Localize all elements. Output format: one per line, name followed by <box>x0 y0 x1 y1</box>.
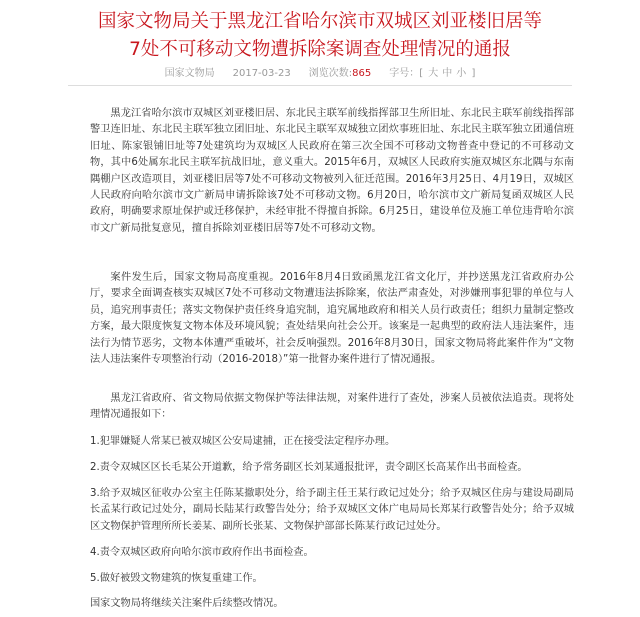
body-paragraph-3: 黑龙江省政府、省文物局依据文物保护等法律法规，对案件进行了查处，涉案人员被依法追责。现将处理情况通报如下： <box>90 393 574 421</box>
article-meta <box>0 65 640 83</box>
result-item-1: 1.犯罪嫌疑人常某已被双城区公安局逮捕，正在接受法定程序办理。 <box>90 436 396 447</box>
font-size-bracket-open: [ <box>419 68 424 79</box>
result-item-2: 2.责令双城区区长毛某公开道歉，给予常务副区长刘某通报批评，责令副区长高某作出书面检查。 <box>90 462 528 473</box>
views-count: 865 <box>352 68 372 79</box>
font-size-bracket-close: ] <box>471 68 476 79</box>
font-size-large-link[interactable]: 大 <box>428 68 439 79</box>
title-divider <box>68 85 572 86</box>
views-label: 浏览次数: <box>308 68 353 79</box>
font-size-small-link[interactable]: 小 <box>456 68 467 79</box>
result-item-5: 5.做好被毁文物建筑的恢复重建工作。 <box>90 573 263 584</box>
body-paragraph-1: 黑龙江省哈尔滨市双城区刘亚楼旧居、东北民主联军前线指挥部卫生所旧址、东北民主联军前线指挥部警卫连旧址、东北民主联军独立团旧址、东北民主联军双城独立团炊事班旧址、东北民主联军独立团通信班旧址、陈家银铺旧址等7处建筑均为双城区人民政府在第三次全国不可移动文物普查中登记的不可移动文物，其中6处属东北民主联军抗战旧址，意义重大。2015年6月，双城区人民政府实施双城区东北隅与东南隅棚户区改造项目，刘亚楼旧居等7处不可移动文物被列入征迁范围。2016年3月25日、4月19日，双城区人民政府向哈尔滨市文广新局申请拆除该7处不可移动文物。6月20日，哈尔滨市文广新局复函双城区人民政府，明确要求原址保护或迁移保护，未经审批不得擅自拆除。6月25日，建设单位及施工单位违背哈尔滨市文广新局批复意见，擅自拆除刘亚楼旧居等7处不可移动文物。 <box>90 108 574 234</box>
result-item-4: 4.责令双城区政府向哈尔滨市政府作出书面检查。 <box>90 547 314 558</box>
article-date: 2017-03-23 <box>232 68 291 79</box>
article-title-line-2: 7处不可移动文物遭拆除案调查处理情况的通报 <box>129 39 511 60</box>
article-title-line-1: 国家文物局关于黑龙江省哈尔滨市双城区刘亚楼旧居等 <box>97 11 542 32</box>
font-size-label: 字号： <box>389 68 420 79</box>
result-item-3: 3.给予双城区征收办公室主任陈某撤职处分，给予副主任王某行政记过处分；给予双城区住房与建设局副局长孟某行政记过处分，副局长陆某行政警告处分；给予双城区文体广电局局长郑某行政警告处分；给予双城区文物保护管理所所长姜某、副所长张某、文物保护部部长陈某行政记过处分。 <box>90 488 574 532</box>
body-paragraph-2: 案件发生后，国家文物局高度重视。2016年8月4日致函黑龙江省文化厅，并抄送黑龙江省政府办公厅，要求全面调查核实双城区7处不可移动文物遭违法拆除案，依法严肃查处，对涉嫌刑事犯罪的单位与人员，追究刑事责任；落实文物保护责任终身追究制，追究属地政府和相关人员行政责任；组织力量制定整改方案，最大限度恢复文物本体及环境风貌；查处结果向社会公开。该案是一起典型的政府法人违法案件，违法行为情节恶劣，文物本体遭严重破坏，社会反响强烈。2016年8月30日，国家文物局将此案件作为“文物法人违法案件专项整治行动（2016-2018）”第一批督办案件进行了情况通报。 <box>90 272 574 366</box>
font-size-medium-link[interactable]: 中 <box>442 68 453 79</box>
closing-paragraph: 国家文物局将继续关注案件后续整改情况。 <box>90 598 284 609</box>
article-source: 国家文物局 <box>164 68 215 79</box>
